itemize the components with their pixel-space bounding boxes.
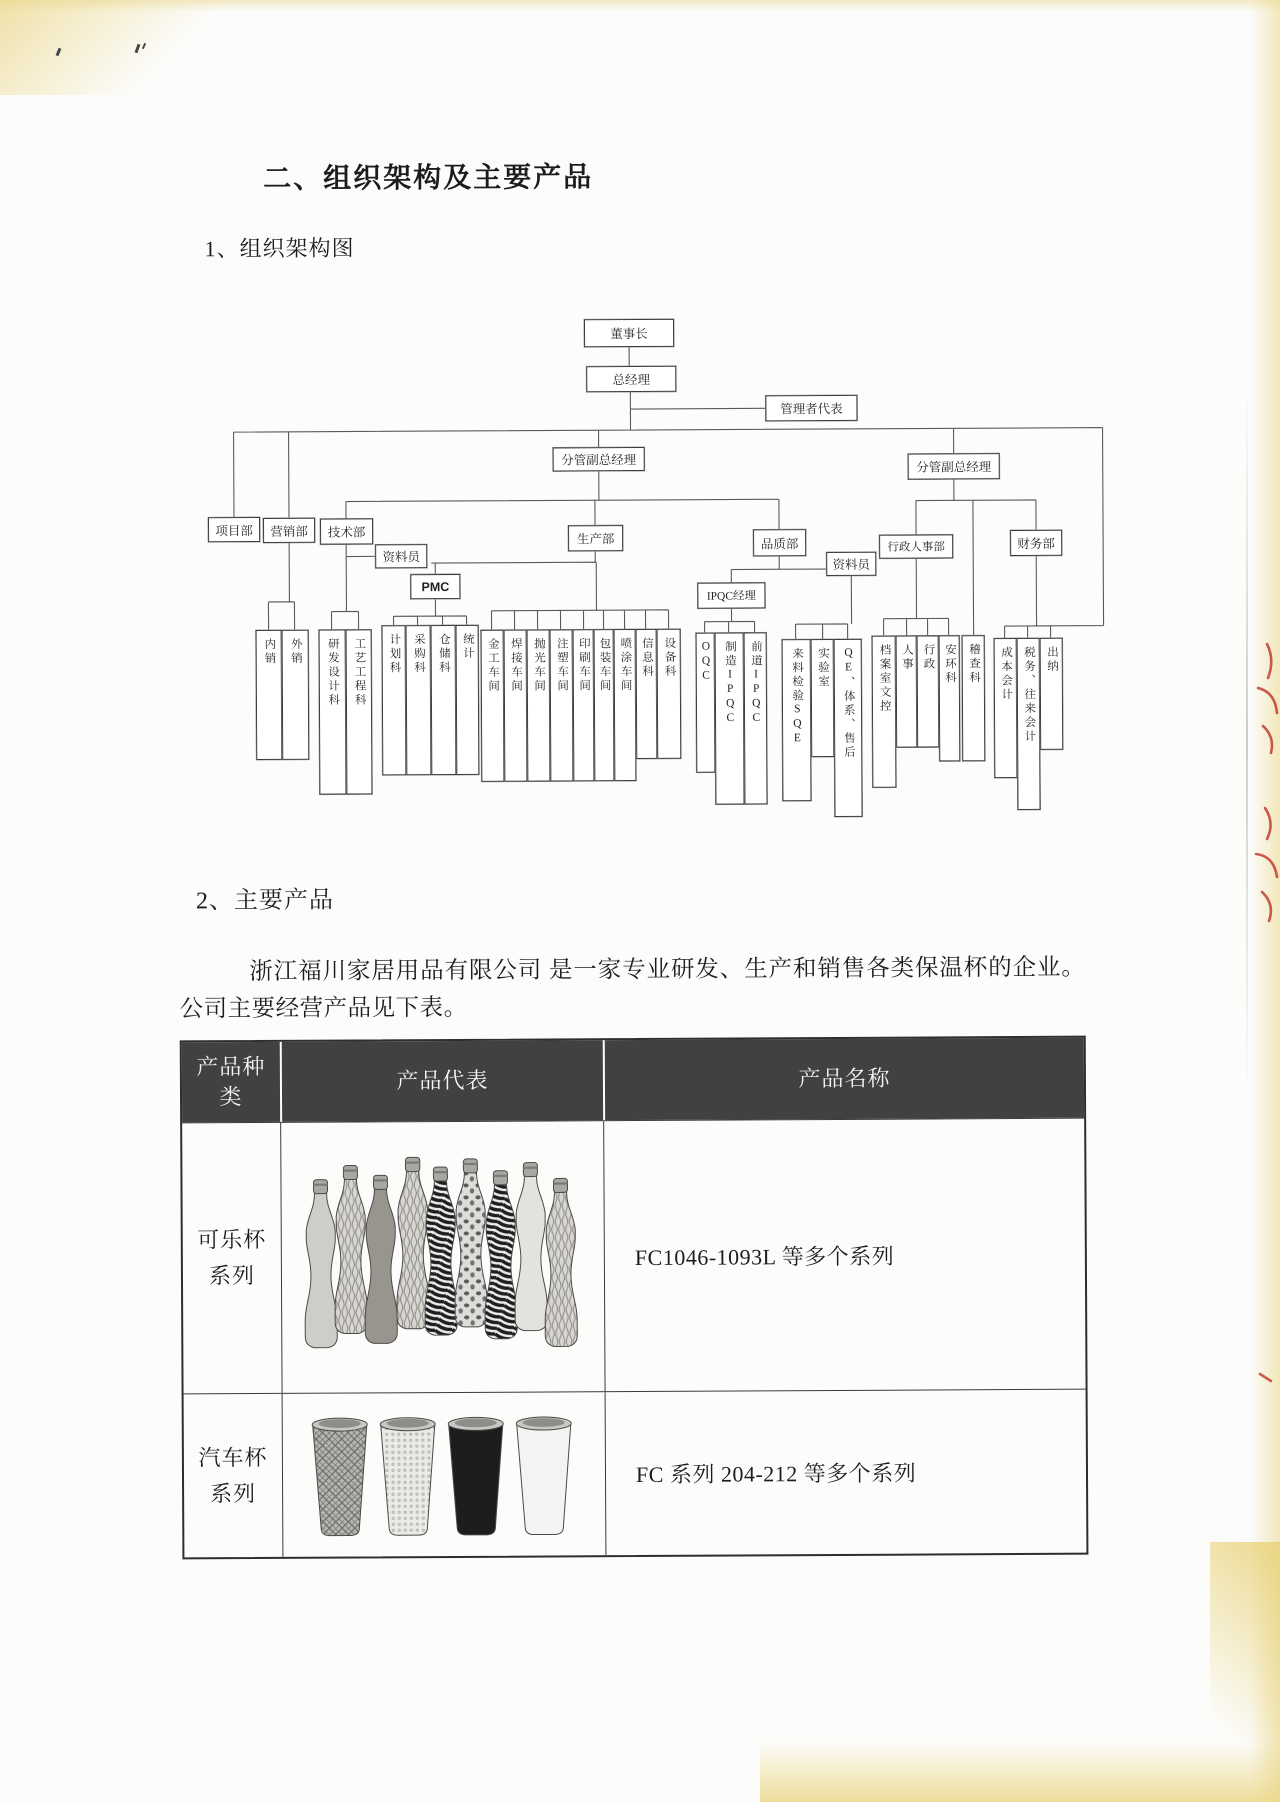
org-node-finance-dept: 财务部 xyxy=(1010,530,1062,556)
org-node-chairman: 董事长 xyxy=(584,319,674,347)
org-unit xyxy=(917,635,940,747)
org-node-production-dept: 生产部 xyxy=(568,525,623,551)
org-unit-label: 实验室 xyxy=(816,647,830,690)
tumbler-cups-image xyxy=(308,1410,581,1539)
org-node-quality-clerk: 资料员 xyxy=(826,552,876,576)
org-node-deputy-gm-right: 分管副总经理 xyxy=(908,453,1000,479)
product-table-header-row xyxy=(182,1038,1084,1123)
org-node-admin-hr-dept: 行政人事部 xyxy=(879,534,953,558)
org-unit xyxy=(614,629,637,781)
org-unit xyxy=(636,629,658,759)
org-unit-label: 计划科 xyxy=(388,633,401,676)
table-row-cola-series xyxy=(182,1118,1085,1394)
org-unit-label: 外销 xyxy=(289,637,303,666)
org-unit-label: 制造IPQC xyxy=(723,640,737,727)
header-product-name: 产品名称 xyxy=(603,1038,1084,1121)
org-unit xyxy=(1040,638,1064,750)
org-unit-label: 来料检验SQE xyxy=(790,647,804,747)
org-unit-label: 注塑车间 xyxy=(555,637,569,694)
org-unit xyxy=(939,635,961,761)
org-unit xyxy=(382,625,407,775)
org-unit xyxy=(550,629,574,781)
org-unit-label: 税务、往来会计 xyxy=(1022,645,1036,744)
org-unit-label: 设备科 xyxy=(663,636,676,679)
org-unit-label: 行政 xyxy=(922,643,935,672)
org-unit xyxy=(456,625,480,775)
org-node-quality-dept: 品质部 xyxy=(753,529,806,556)
org-node-tech-dept: 技术部 xyxy=(320,518,373,544)
header-product-category: 产品种类 xyxy=(196,1053,266,1110)
org-unit xyxy=(527,629,551,781)
product-image-cell xyxy=(282,1392,606,1557)
org-unit-label: 人事 xyxy=(900,643,914,672)
org-unit-label: 稽查科 xyxy=(967,643,981,686)
subsection-products-title: 2、主要产品 xyxy=(195,887,335,915)
org-unit xyxy=(994,638,1018,778)
org-node-marketing-dept: 营销部 xyxy=(263,518,315,543)
org-unit-label: 信息科 xyxy=(640,636,654,679)
org-unit-label: 内销 xyxy=(263,637,276,666)
org-unit xyxy=(319,630,347,795)
org-unit xyxy=(744,632,768,804)
org-unit-label: 档案室文控 xyxy=(878,643,891,714)
cola-bottles-image xyxy=(298,1147,587,1367)
org-unit xyxy=(696,633,716,773)
subsection-org-chart-title: 1、组织架构图 xyxy=(204,235,355,262)
org-unit-label: 印刷车间 xyxy=(577,637,591,694)
org-unit xyxy=(504,630,528,782)
header-product-representative: 产品代表 xyxy=(280,1040,603,1122)
org-unit-label: 出纳 xyxy=(1045,645,1059,674)
product-name-cell: FC 系列 204-212 等多个系列 xyxy=(605,1390,1087,1556)
org-node-management-rep: 管理者代表 xyxy=(765,395,857,421)
org-unit xyxy=(896,636,918,748)
org-unit-label: 喷涂车间 xyxy=(619,637,632,694)
org-unit xyxy=(346,629,373,794)
org-unit-label: 工艺工程科 xyxy=(353,637,366,708)
org-unit-label: QE、体系、售后 xyxy=(842,646,856,760)
org-unit xyxy=(657,629,682,759)
org-unit xyxy=(256,630,283,760)
org-unit xyxy=(715,632,745,804)
org-unit xyxy=(962,635,986,761)
org-unit xyxy=(481,630,505,782)
product-image-cell xyxy=(280,1121,604,1393)
org-node-tech-clerk: 资料员 xyxy=(375,544,427,568)
product-table xyxy=(180,1036,1089,1560)
org-unit xyxy=(782,639,812,801)
org-unit xyxy=(573,629,595,781)
org-unit-label: 成本会计 xyxy=(999,646,1013,703)
org-unit xyxy=(406,625,432,775)
org-unit-label: 焊接车间 xyxy=(509,637,523,694)
org-unit-label: OQC xyxy=(699,640,713,685)
org-unit xyxy=(811,639,835,757)
category-cell: 汽车杯系列 xyxy=(198,1444,268,1506)
org-node-ipqc-manager: IPQC经理 xyxy=(697,582,765,608)
company-intro-paragraph: 浙江福川家居用品有限公司 是一家专业研发、生产和销售各类保温杯的企业。公司主要经营产品见下表。 xyxy=(179,954,1086,1023)
org-node-project-dept: 项目部 xyxy=(208,517,260,542)
table-row-car-cup-series xyxy=(184,1389,1087,1558)
product-name-cell: FC1046-1093L 等多个系列 xyxy=(603,1119,1085,1392)
org-node-general-manager: 总经理 xyxy=(586,366,676,392)
org-unit xyxy=(872,636,897,788)
org-unit-label: 研发设计科 xyxy=(326,637,340,708)
org-unit xyxy=(1017,638,1041,810)
org-unit-label: 统计 xyxy=(461,632,474,661)
section-title: 二、组织架构及主要产品 xyxy=(263,162,594,195)
org-unit-label: 包装车间 xyxy=(598,637,611,694)
org-unit-label: 仓储科 xyxy=(437,632,451,676)
org-unit-label: 采购科 xyxy=(412,633,426,676)
org-node-pmc: PMC xyxy=(410,574,460,599)
org-unit xyxy=(431,625,457,775)
org-unit-label: 抛光车间 xyxy=(532,637,546,694)
org-unit xyxy=(834,639,863,817)
org-unit xyxy=(282,630,310,760)
org-node-deputy-gm-left: 分管副总经理 xyxy=(553,447,645,471)
org-unit-label: 安环科 xyxy=(943,643,957,686)
category-cell: 可乐杯系列 xyxy=(197,1226,267,1289)
org-unit-label: 金工车间 xyxy=(486,637,500,694)
org-unit-label: 前道IPQC xyxy=(749,640,763,727)
org-unit xyxy=(594,629,615,781)
